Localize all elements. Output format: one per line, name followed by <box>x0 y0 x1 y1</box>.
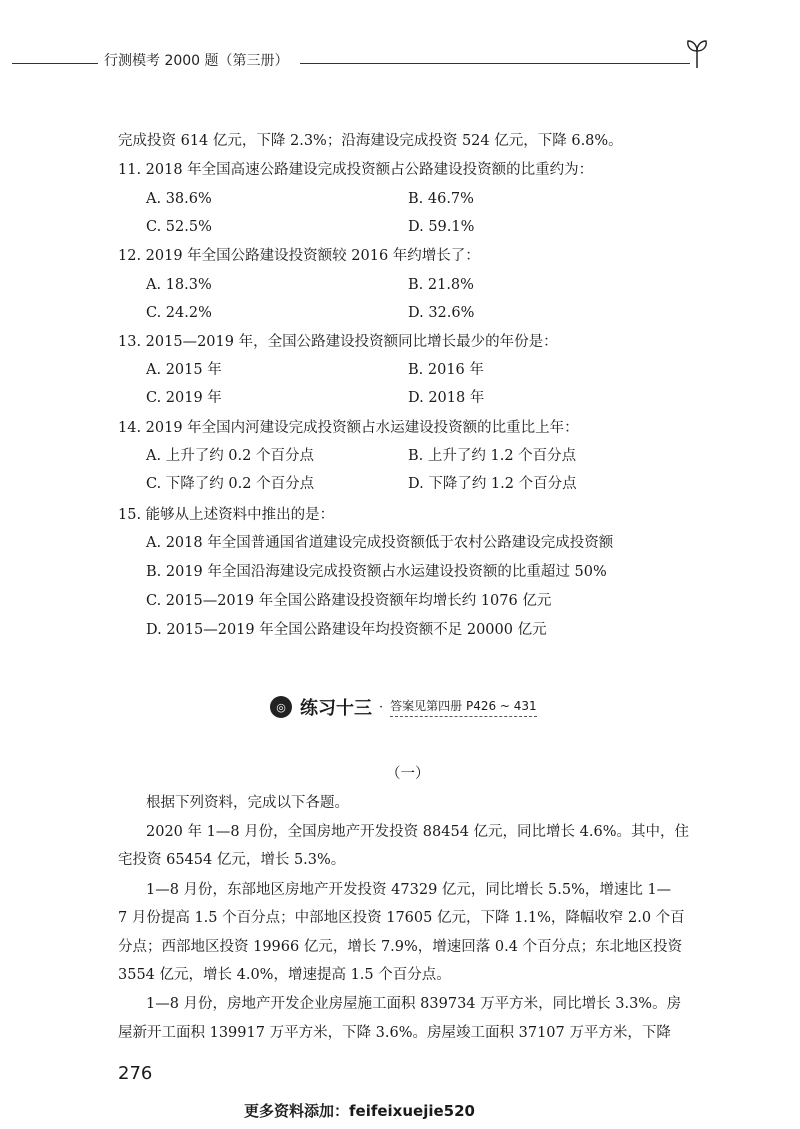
question-14-option-c[interactable]: C. 下降了约 0.2 个百分点 <box>146 476 315 492</box>
paragraph-2-line-3: 分点；西部地区投资 19966 亿元，增长 7.9%，增速回落 0.4 个百分点；东北地区投资 <box>118 939 683 955</box>
question-11-stem: 11. 2018 年全国高速公路建设完成投资额占公路建设投资额的比重约为： <box>118 162 594 178</box>
paragraph-1-line-1: 2020 年 1—8 月份，全国房地产开发投资 88454 亿元，同比增长 4.6%。其中，住 <box>146 824 689 840</box>
question-15-option-d[interactable]: D. 2015—2019 年全国公路建设年均投资额不足 20000 亿元 <box>146 622 547 638</box>
question-13-stem: 13. 2015—2019 年，全国公路建设投资额同比增长最少的年份是： <box>118 334 558 350</box>
intro-instruction: 根据下列资料，完成以下各题。 <box>146 795 349 811</box>
question-12-stem: 12. 2019 年全国公路建设投资额较 2016 年约增长了： <box>118 248 480 264</box>
paragraph-2-line-1: 1—8 月份，东部地区房地产开发投资 47329 亿元，同比增长 5.5%，增速比 1— <box>146 882 672 898</box>
question-11-option-b[interactable]: B. 46.7% <box>408 191 474 207</box>
exercise-separator: · <box>379 699 384 715</box>
sprout-icon <box>684 38 710 68</box>
question-11-option-d[interactable]: D. 59.1% <box>408 219 475 235</box>
paragraph-3-line-2: 屋新开工面积 139917 万平方米，下降 3.6%。房屋竣工面积 37107 万平方米，下降 <box>118 1025 671 1041</box>
question-12-option-b[interactable]: B. 21.8% <box>408 277 474 293</box>
question-13-option-a[interactable]: A. 2015 年 <box>146 362 222 378</box>
question-15-stem: 15. 能够从上述资料中推出的是： <box>118 507 335 523</box>
section-label: （一） <box>386 766 430 782</box>
exercise-badge-icon: ◎ <box>270 696 292 718</box>
header-title: 行测模考 2000 题（第三册） <box>104 53 289 69</box>
question-15-option-b[interactable]: B. 2019 年全国沿海建设完成投资额占水运建设投资额的比重超过 50% <box>146 564 607 580</box>
question-11-option-a[interactable]: A. 38.6% <box>146 191 212 207</box>
exercise-title: 练习十三 <box>300 698 372 719</box>
page-number: 276 <box>118 1063 153 1084</box>
question-14-option-a[interactable]: A. 上升了约 0.2 个百分点 <box>146 448 314 464</box>
question-13-option-c[interactable]: C. 2019 年 <box>146 390 222 406</box>
question-13-option-b[interactable]: B. 2016 年 <box>408 362 484 378</box>
question-12-option-c[interactable]: C. 24.2% <box>146 305 212 321</box>
continued-paragraph: 完成投资 614 亿元，下降 2.3%；沿海建设完成投资 524 亿元，下降 6.8%。 <box>118 133 623 149</box>
paragraph-3-line-1: 1—8 月份，房地产开发企业房屋施工面积 839734 万平方米，同比增长 3.3%。房 <box>146 996 682 1012</box>
question-14-option-b[interactable]: B. 上升了约 1.2 个百分点 <box>408 448 577 464</box>
question-12-option-a[interactable]: A. 18.3% <box>146 277 212 293</box>
exercise-answer-reference: 答案见第四册 P426 ~ 431 <box>390 697 537 717</box>
exercise-heading <box>270 694 537 720</box>
paragraph-1-line-2: 宅投资 65454 亿元，增长 5.3%。 <box>118 852 346 868</box>
paragraph-2-line-4: 3554 亿元，增长 4.0%，增速提高 1.5 个百分点。 <box>118 967 451 983</box>
footer-note: 更多资料添加：feifeixuejie520 <box>244 1102 475 1120</box>
header-rule-right <box>300 63 690 64</box>
question-12-option-d[interactable]: D. 32.6% <box>408 305 475 321</box>
question-13-option-d[interactable]: D. 2018 年 <box>408 390 485 406</box>
question-14-stem: 14. 2019 年全国内河建设完成投资额占水运建设投资额的比重比上年： <box>118 420 579 436</box>
question-15-option-a[interactable]: A. 2018 年全国普通国省道建设完成投资额低于农村公路建设完成投资额 <box>146 535 614 551</box>
paragraph-2-line-2: 7 月份提高 1.5 个百分点；中部地区投资 17605 亿元，下降 1.1%，降幅收窄 2.0 个百 <box>118 910 685 926</box>
question-14-option-d[interactable]: D. 下降了约 1.2 个百分点 <box>408 476 577 492</box>
question-15-option-c[interactable]: C. 2015—2019 年全国公路建设投资额年均增长约 1076 亿元 <box>146 593 552 609</box>
header-rule-left <box>12 63 98 64</box>
question-11-option-c[interactable]: C. 52.5% <box>146 219 212 235</box>
